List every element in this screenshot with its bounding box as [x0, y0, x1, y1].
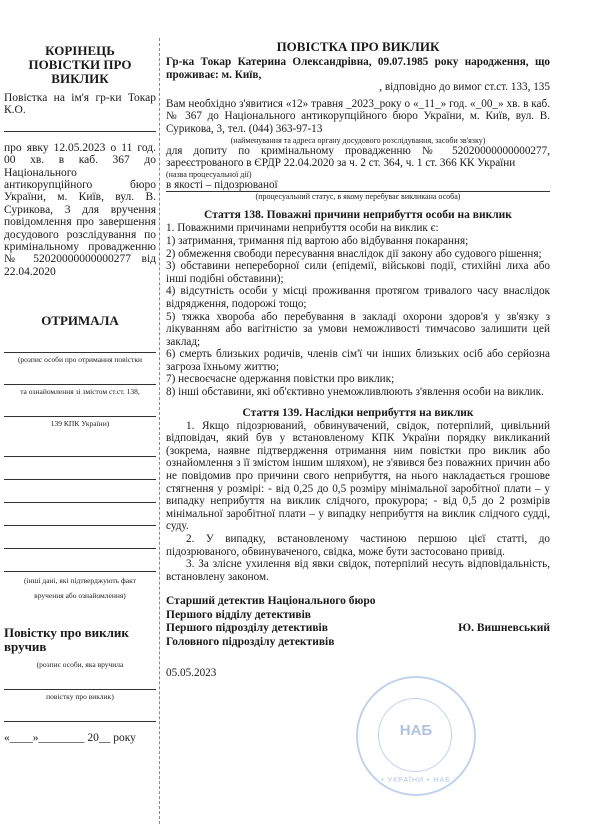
- article-138-item: 8) інші обставини, які об'єктивно унеможливлюють з'явлення особи на виклик.: [166, 386, 544, 399]
- stub-recipient: Повістка на ім'я гр-ки Токар К.О.: [4, 92, 156, 117]
- article-138-item: 2) обмеження свободи пересування внаслідок дії закону або судового рішення;: [166, 247, 542, 260]
- other-data-line-4[interactable]: [4, 513, 156, 526]
- stub-date-line: «____»________ 20__ року: [4, 732, 136, 745]
- article-139-paragraph-2: 2. У випадку, встановленому частиною першою цієї статті, до підозрюваного, обвинуваченого, свідка, може бути застосовано привід.: [166, 533, 550, 558]
- other-data-line-5[interactable]: [4, 536, 156, 549]
- stamp-text: НАБ: [399, 722, 433, 739]
- delivered-note-1: (розпис особи, яка вручила: [36, 660, 124, 670]
- summons-line: Вам необхідно з'явитися «12» травня _2023_року о «_11_» год. «_00_» хв. в каб. № 367 до Національного антикорупційного бюро України, м. Київ, вул. В. Сурикова, 3, тел. (044) 363-97-13: [166, 97, 550, 135]
- received-note-3: 139 КПК України): [50, 419, 110, 429]
- status-line: в якості – підозрюваної: [166, 179, 550, 193]
- received-title: ОТРИМАЛА: [41, 313, 119, 329]
- tear-off-line: [159, 38, 160, 824]
- article-138-item: 6) смерть близьких родичів, членів сім'ї чи інших близьких осіб або серйозна загроза їхньому життю;: [166, 348, 550, 373]
- stub-blank-line: [4, 119, 156, 132]
- other-data-line-2[interactable]: [4, 467, 156, 480]
- signer-name: Ю. Вишневський: [458, 622, 550, 635]
- article-138-item: 5) тяжка хвороба або перебування в закладі охорони здоров'я у зв'язку з лікуванням або вагітністю за умови неможливості тимчасово залишити цей заклад;: [166, 310, 550, 348]
- signature-line-2[interactable]: [4, 372, 156, 385]
- summons-main: [166, 40, 550, 680]
- article-138-item: 4) відсутність особи у місці проживання протягом тривалого часу внаслідок відрядження, подорожі тощо;: [166, 285, 550, 310]
- article-138-item: 3) обставини непереборної сили (епідемії, військові події, стихійні лиха або інші подібні обставини);: [166, 260, 550, 285]
- stamp-ring-text: • УКРАЇНИ • НАБ: [381, 777, 451, 784]
- article-138-item: 1) затримання, тримання під вартою або відбування покарання;: [166, 234, 469, 247]
- person-line: Гр-ка Токар Катерина Олександрівна, 09.07.1985 року народження, що проживає: м. Київ,: [166, 56, 550, 81]
- signer-title-3: Першого підрозділу детективів: [166, 622, 328, 635]
- signature-line[interactable]: [4, 340, 156, 353]
- signer-title-2: Першого відділу детективів: [166, 608, 311, 621]
- article-138-title: Стаття 138. Поважні причини неприбуття особи на виклик: [204, 209, 512, 222]
- main-title: ПОВІСТКА ПРО ВИКЛИК: [276, 39, 440, 54]
- other-data-line-1[interactable]: [4, 444, 156, 457]
- official-stamp: [356, 676, 476, 796]
- delivered-label: Повістку про виклик вручив: [4, 625, 129, 655]
- article-139-paragraph-3: 3. За злісне ухилення від явки свідок, потерпілий несуть відповідальність, встановлену законом.: [166, 558, 550, 583]
- status-note: (процесуальний статус, в якому перебуває викликана особа): [255, 192, 461, 202]
- article-138-item: 7) несвоєчасне одержання повістки про виклик;: [166, 373, 395, 386]
- article-139-title: Стаття 139. Наслідки неприбуття на виклик: [242, 406, 474, 419]
- delivered-line[interactable]: [4, 677, 156, 690]
- other-data-note-2: вручення або ознайомлення): [34, 591, 126, 601]
- article-139-paragraph-1: 1. Якщо підозрюваний, обвинувачений, свідок, потерпілий, цивільний відповідач, який був у встановленому КПК України порядку викликаний (зокрема, наявне підтвердження отримання ним повістки про виклик або ознайомлення з її змістом іншим шляхом), не з'явився без поважних причин або не повідомив про причини свого неприбуття, на нього накладається грошове стягнення у розмірі: - від 0,25 до 0,5 розміру мінімальної заробітної плати – у випадку неприбуття на виклик слідчого, прокурора; - від 0,5 до 2 розмірів мінімальної заробітної плати – у випадку неприбуття на виклик слідчого судді, суду.: [166, 419, 550, 533]
- delivered-line-2[interactable]: [4, 709, 156, 722]
- summons-stub: [4, 44, 156, 745]
- received-note-1: (розпис особи про отримання повістки: [17, 355, 143, 365]
- signature-block: [166, 595, 550, 649]
- delivered-note-2: повістку про виклик): [46, 692, 114, 702]
- purpose-line: для допиту по кримінальному провадженню № 52020000000000277, зареєстрованого в ЄРДР 22.04.2020 за ч. 2 ст. 364, ч. 1 ст. 366 КК України: [166, 144, 550, 170]
- other-data-line-3[interactable]: [4, 490, 156, 503]
- stub-title: КОРІНЕЦЬ ПОВІСТКИ ПРО ВИКЛИК: [28, 43, 132, 86]
- basis-line: , відповідно до вимог ст.ст. 133, 135: [379, 81, 550, 94]
- summons-note: (найменування та адреса органу досудового розслідування, засоби зв'язку): [230, 135, 486, 145]
- signer-title-1: Старший детектив Національного бюро: [166, 595, 376, 608]
- signature-line-3[interactable]: [4, 404, 156, 417]
- purpose-note: (назва процесуальної дії): [166, 169, 252, 179]
- other-data-note-1: (інші дані, які підтверджують факт: [24, 576, 136, 586]
- signer-title-4: Головного підрозділу детективів: [166, 635, 335, 648]
- article-138-list: [166, 222, 550, 398]
- document-date: 05.05.2023: [166, 667, 217, 680]
- stub-body: про явку 12.05.2023 о 11 год. 00 хв. в каб. 367 до Національного антикорупційного бюро України, м. Київ, вул. В. Сурикова, 3 для вручення повідомлення про завершення досудового розслідування по кримінальному провадженню № 52020000000000277 від 22.04.2020: [4, 141, 156, 278]
- received-note-2: та ознайомлення зі змістом ст.ст. 138,: [20, 387, 140, 397]
- other-data-line-6[interactable]: [4, 559, 156, 572]
- article-138-item: 1. Поважними причинами неприбуття особи на виклик є:: [166, 222, 439, 235]
